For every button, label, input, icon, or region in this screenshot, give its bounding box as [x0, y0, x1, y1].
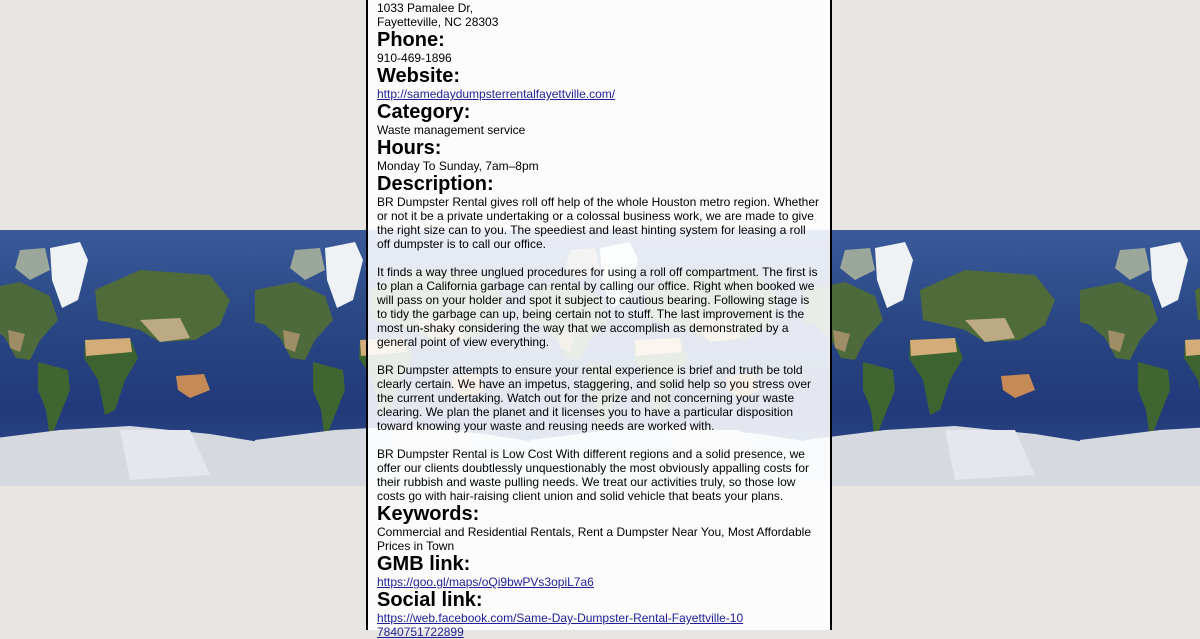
social-heading: Social link:: [377, 589, 483, 611]
phone-heading: Phone:: [377, 29, 445, 51]
keywords-heading: Keywords:: [377, 503, 480, 525]
address-line-1: 1033 Pamalee Dr,: [377, 1, 474, 15]
address-line-2: Fayetteville, NC 28303: [377, 15, 499, 29]
gmb-link[interactable]: https://goo.gl/maps/oQi9bwPVs3opiL7a6: [377, 575, 594, 589]
phone-value: 910-469-1896: [377, 51, 452, 65]
category-heading: Category:: [377, 101, 471, 123]
description-paragraph: BR Dumpster attempts to ensure your rental experience is brief and truth be told clearly certain. We have an impetus, staggering, and solid help so you stress over the current undertaking. Watch out for the prize and not concerning your waste clearing. We plan the planet and it licenses you to have a particular disposition toward knowing your waste and reusing needs are worked with.: [377, 363, 812, 433]
description-body: [377, 195, 822, 503]
gmb-heading: GMB link:: [377, 553, 471, 575]
website-heading: Website:: [377, 65, 460, 87]
hours-heading: Hours:: [377, 137, 442, 159]
category-value: Waste management service: [377, 123, 526, 137]
description-heading: Description:: [377, 173, 494, 195]
description-paragraph: It finds a way three unglued procedures for using a roll off compartment. The first is to plan a California garbage can rental by calling our office. Right when booked we will pass on your holder and spot it subject to cautious bearing. Following stage is to tidy the garbage can up, being certain not to stuff. The last improvement is the most un-shaky considering the way that we accomplish as demonstrated by a general point of view everything.: [377, 265, 818, 349]
hours-value: Monday To Sunday, 7am–8pm: [377, 159, 539, 173]
keywords-value: Commercial and Residential Rentals, Rent a Dumpster Near You, Most Affordable Prices in Town: [377, 525, 811, 553]
social-link[interactable]: https://web.facebook.com/Same-Day-Dumpster-Rental-Fayettville-107840751722899: [377, 611, 744, 639]
description-paragraph: BR Dumpster Rental gives roll off help of the whole Houston metro region. Whether or not it be a private undertaking or a colossal business work, we are made to give the right size can to you. The speediest and least hinting system for leasing a roll off dumpster is to call our office.: [377, 195, 819, 251]
business-info-panel: [366, 0, 832, 639]
description-paragraph: BR Dumpster Rental is Low Cost With different regions and a solid presence, we offer our clients doubtlessly unquestionably the most obviously appalling costs for their rubbish and waste pulling needs. We treat our activities truly, so those low costs go with hair-raising client union and solid vehicle that beats your plans.: [377, 447, 810, 503]
website-link[interactable]: http://samedaydumpsterrentalfayettville.com/: [377, 87, 616, 101]
